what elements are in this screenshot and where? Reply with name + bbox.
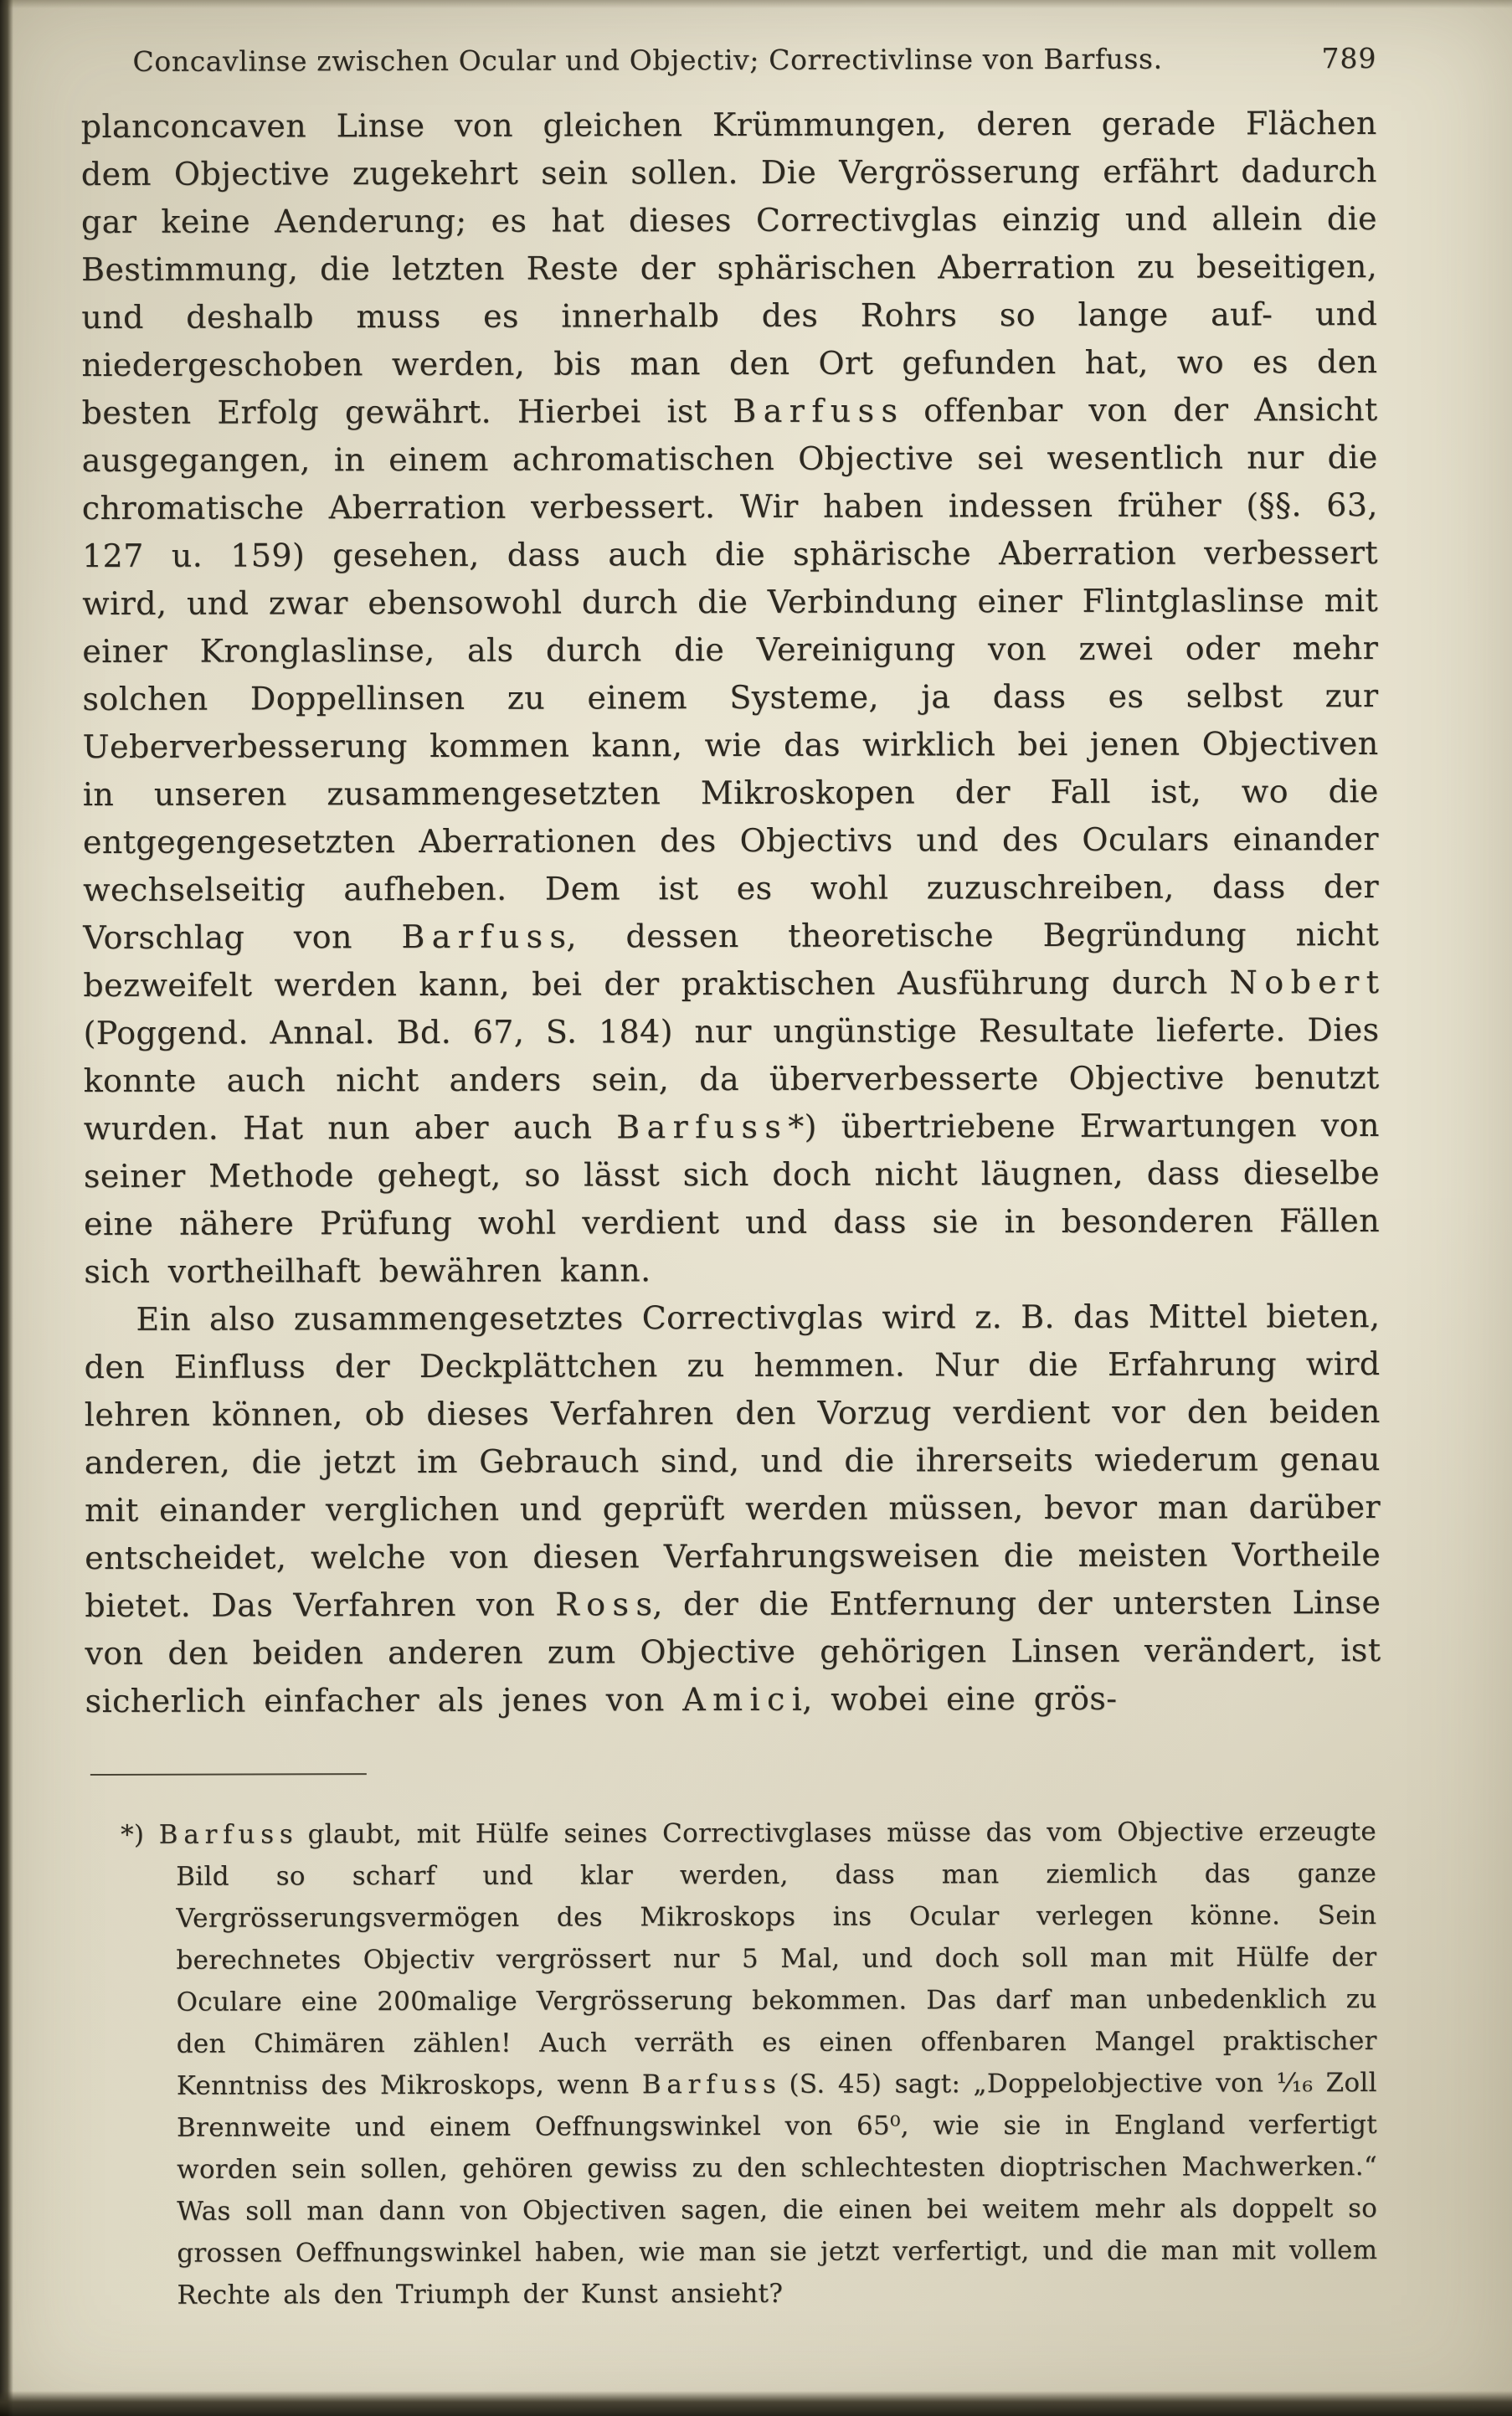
page-content (80, 42, 1382, 2316)
scan-bottom-shadow (0, 2391, 1512, 2416)
body-paragraph-2: Ein also zusammengesetztes Correctivglas wird z. B. das Mittel bieten, den Einfluss der Deckplättchen zu hemmen. Nur die Erfahrung wird lehren können, ob dieses Verfahren den Vorzug verdient vor den beiden anderen, die jetzt im Gebrauch sind, und die ihrerseits wiederum genau mit einander verglichen und geprüft werden müssen, bevor man darüber entscheidet, welche von diesen Verfahrungsweisen die meisten Vortheile bietet. Das Verfahren von R o s s, der die Entfernung der untersten Linse von den beiden anderen zum Objective gehörigen Linsen verändert, ist sicherlich einfacher als jenes von A m i c i, wobei eine grös- (84, 1297, 1381, 1720)
footnote-separator-rule (90, 1773, 367, 1776)
running-header (80, 42, 1376, 78)
running-header-title: Concavlinse zwischen Ocular und Objectiv; Correctivlinse von Barfuss. (132, 42, 1163, 78)
footnote-text: *) B a r f u s s glaubt, mit Hülfe seines Correctivglases müsse das vom Objective erzeugte Bild so scharf und klar werden, dass man ziemlich das ganze Vergrösserungsvermögen des Mikroskops ins Ocular verlegen könne. Sein berechnetes Objectiv vergrössert nur 5 Mal, und doch soll man mit Hülfe der Oculare eine 200malige Vergrösserung bekommen. Das darf man unbedenklich zu den Chimären zählen! Auch verräth es einen offenbaren Mangel praktischer Kenntniss des Mikroskops, wenn B a r f u s s (S. 45) sagt: „Doppelobjective von ¹⁄₁₆ Zoll Brennweite und einem Oeffnungswinkel von 65⁰, wie sie in England verfertigt worden sein sollen, gehören gewiss zu den schlechtesten dioptrischen Machwerken.“ Was soll man dann von Objectiven sagen, die einen bei weitem mehr als doppelt so grossen Oeffnungswinkel haben, wie man sie jetzt verfertigt, und die man mit vollem Rechte als den Triumph der Kunst ansieht? (121, 1816, 1378, 2311)
body-paragraph-1: planconcaven Linse von gleichen Krümmungen, deren gerade Flächen dem Objective zugekehrt sein sollen. Die Vergrösserung erfährt dadurch gar keine Aenderung; es hat dieses Correctivglas einzig und allein die Bestimmung, die letzten Reste der sphärischen Aberration zu beseitigen, und deshalb muss es innerhalb des Rohrs so lange auf- und niedergeschoben werden, bis man den Ort gefunden hat, wo es den besten Erfolg gewährt. Hierbei ist B a r f u s s offenbar von der Ansicht ausgegangen, in einem achromatischen Objective sei wesentlich nur die chromatische Aberration verbessert. Wir haben indessen früher (§§. 63, 127 u. 159) gesehen, dass auch die sphärische Aberration verbessert wird, und zwar ebensowohl durch die Verbindung einer Flintglaslinse mit einer Kronglaslinse, als durch die Vereinigung von zwei oder mehr solchen Doppellinsen zu einem Systeme, ja dass es selbst zur Ueberverbesserung kommen kann, wie das wirklich bei jenen Objectiven in unseren zusammengesetzten Mikroskopen der Fall ist, wo die entgegengesetzten Aberrationen des Objectivs und des Oculars einander wechselseitig aufheben. Dem ist es wohl zuzuschreiben, dass der Vorschlag von B a r f u s s, dessen theoretische Begründung nicht bezweifelt werden kann, bei der praktischen Ausführung durch N o b e r t (Poggend. Annal. Bd. 67, S. 184) nur ungünstige Resultate lieferte. Dies konnte auch nicht anders sein, da überverbesserte Objective benutzt wurden. Hat nun aber auch B a r f u s s *) übertriebene Erwartungen von seiner Methode gehegt, so lässt sich doch nicht läugnen, dass dieselbe eine nähere Prüfung wohl verdient und dass sie in besonderen Fällen sich vortheilhaft bewähren kann. (80, 104, 1381, 1291)
book-binding-shadow (0, 0, 13, 2416)
page-number: 789 (1321, 41, 1377, 75)
scan-top-shadow (0, 0, 1512, 8)
